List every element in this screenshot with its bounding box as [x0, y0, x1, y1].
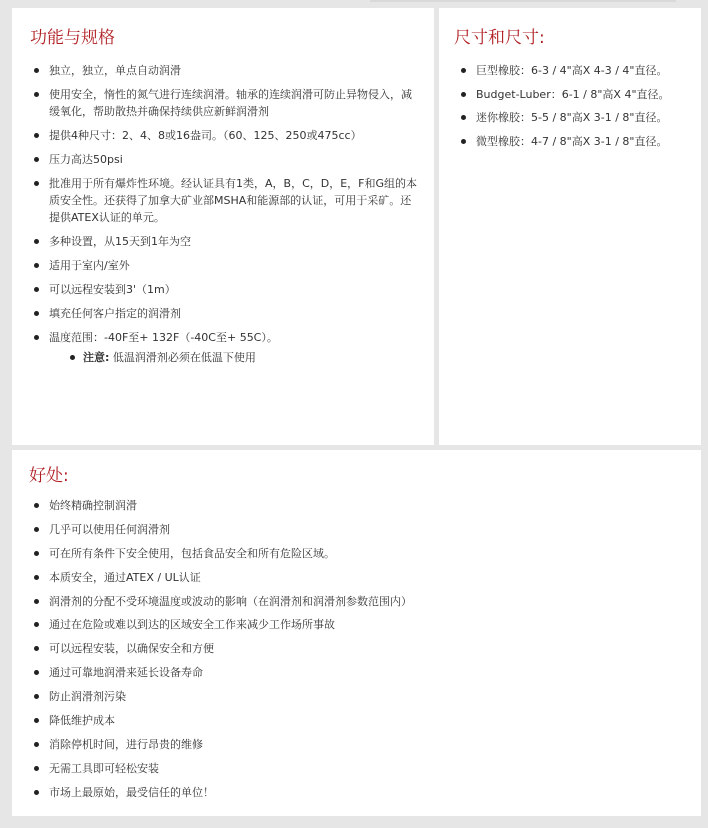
list-item: 通过在危险或难以到达的区域安全工作来减少工作场所事故 [32, 616, 672, 633]
list-item: 始终精确控制润滑 [32, 497, 672, 514]
note-item [68, 349, 422, 366]
list-item: 使用安全，惰性的氮气进行连续润滑。轴承的连续润滑可防止异物侵入，减缓氧化，帮助散热并确保持续供应新鲜润滑剂 [32, 86, 422, 120]
dimensions-title: 尺寸和尺寸: [454, 28, 545, 48]
list-item [32, 329, 422, 366]
note-text: 低温润滑剂必须在低温下使用 [112, 351, 256, 364]
list-item: 独立，独立，单点自动润滑 [32, 62, 422, 79]
features-title: 功能与规格 [30, 28, 115, 48]
temperature-range-text: 温度范围：-40F至+ 132F（-40C至+ 55C）。 [49, 331, 278, 344]
list-item: 降低维护成本 [32, 712, 672, 729]
benefits-panel [12, 450, 701, 816]
list-item: 可以远程安装到3'（1m） [32, 281, 422, 298]
list-item: 润滑剂的分配不受环境温度或波动的影响（在润滑剂和润滑剂参数范围内） [32, 593, 672, 610]
dimensions-list [459, 62, 699, 156]
list-item: 防止润滑剂污染 [32, 688, 672, 705]
benefits-list [32, 497, 672, 808]
note-sublist [49, 349, 422, 366]
list-item: Budget-Luber：6-1 / 8"高X 4"直径。 [459, 86, 699, 103]
dimensions-panel [439, 8, 701, 445]
top-divider [370, 0, 676, 2]
list-item: 市场上最原始，最受信任的单位！ [32, 784, 672, 801]
list-item: 批准用于所有爆炸性环境。经认证具有1类，A，B，C，D，E，F和G组的本质安全性。还获得了加拿大矿业部MSHA和能源部的认证，可用于采矿。还提供ATEX认证的单元。 [32, 175, 422, 226]
list-item: 消除停机时间，进行昂贵的维修 [32, 736, 672, 753]
list-item: 无需工具即可轻松安装 [32, 760, 672, 777]
list-item: 几乎可以使用任何润滑剂 [32, 521, 672, 538]
list-item: 提供4种尺寸：2、4、8或16盎司。（60、125、250或475cc） [32, 127, 422, 144]
list-item: 迷你橡胶：5-5 / 8"高X 3-1 / 8"直径。 [459, 109, 699, 126]
features-list [32, 62, 422, 373]
list-item: 填充任何客户指定的润滑剂 [32, 305, 422, 322]
list-item: 可在所有条件下安全使用，包括食品安全和所有危险区域。 [32, 545, 672, 562]
list-item: 可以远程安装，以确保安全和方便 [32, 640, 672, 657]
list-item: 通过可靠地润滑来延长设备寿命 [32, 664, 672, 681]
list-item: 微型橡胶：4-7 / 8"高X 3-1 / 8"直径。 [459, 133, 699, 150]
benefits-title: 好处: [29, 466, 69, 486]
list-item: 适用于室内/室外 [32, 257, 422, 274]
note-label: 注意: [83, 351, 110, 364]
list-item: 压力高达50psi [32, 151, 422, 168]
features-panel [12, 8, 434, 445]
list-item: 本质安全，通过ATEX / UL认证 [32, 569, 672, 586]
list-item: 巨型橡胶：6-3 / 4"高X 4-3 / 4"直径。 [459, 62, 699, 79]
list-item: 多种设置，从15天到1年为空 [32, 233, 422, 250]
